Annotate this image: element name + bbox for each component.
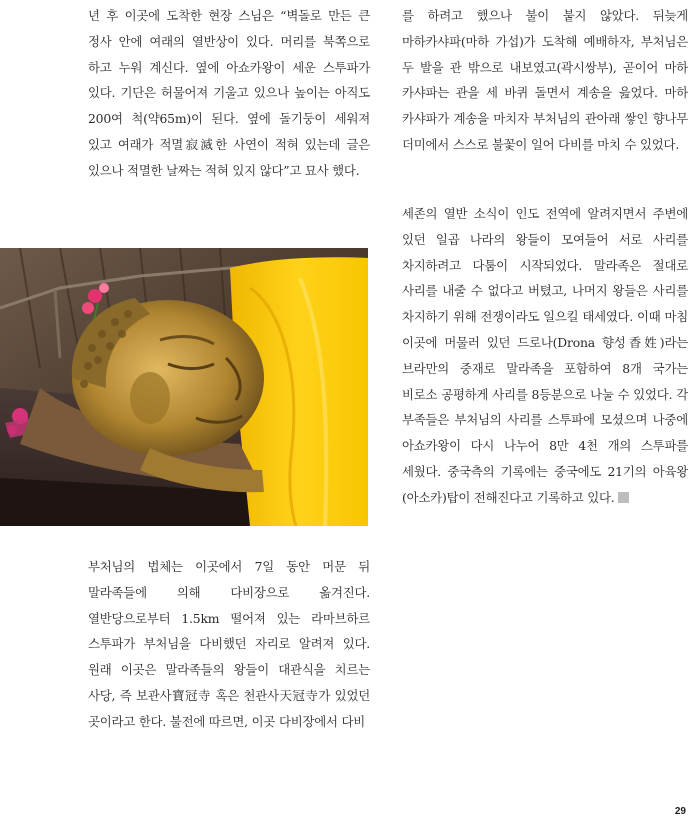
body-paragraph (402, 201, 688, 511)
right-column-bottom-paragraph (402, 201, 688, 511)
right-column-top-paragraph (402, 3, 688, 158)
body-paragraph: 년 후 이곳에 도착한 현장 스님은 “벽돌로 만든 큰 정사 안에 여래의 열반상이 있다. 머리를 북쪽으로 하고 누워 계신다. 옆에 아쇼카왕이 세운 스투파가 있다. 기단은 허물어져 기울고 있으나 높이는 아직도 200여 척(약65m)이 된다. 옆에 돌기둥이 세워져 있고 여래가 적멸寂滅한 사연이 적혀 있는데 글은 있으나 적멸한 날짜는 적혀 있지 않다”고 묘사 했다. (88, 8, 370, 178)
body-text: 세존의 열반 소식이 인도 전역에 알려지면서 주변에 있던 일곱 나라의 왕들이 모여들어 서로 사리를 차지하려고 다툼이 시작되었다. 말라족은 절대로 사리를 내줄 수 없다고 버텼고, 나머지 왕들은 사리를 차지하기 위해 전쟁이라도 일으킬 태세였다. 이때 마침 이곳에 머물러 있던 드로나(Drona 향성香姓)라는 브라만의 중재로 말라족을 포함하여 8개 국가는 비로소 공평하게 사리를 8등분으로 나눌 수 있었다. 각 부족들은 부처님의 사리를 스투파에 모셨으며 나중에 아쇼카왕이 다시 나누어 8만 4천 개의 스투파를 세웠다. 중국측의 기록에는 중국에도 21기의 아육왕(아소카)탑이 전해진다고 기록하고 있다. (402, 206, 688, 505)
left-column-bottom-paragraph (88, 554, 370, 735)
end-mark-icon (618, 492, 629, 503)
left-column-top-paragraph (88, 3, 370, 184)
body-paragraph: 부처님의 법체는 이곳에서 7일 동안 머문 뒤 말라족들에 의해 다비장으로 옮겨진다. 열반당으로부터 1.5km 떨어져 있는 라마브하르 스투파가 부처님을 다비했던 자리로 알려져 있다. 원래 이곳은 말라족들의 왕들이 대관식을 치르는 사당, 즉 보관사寶冠寺 혹은 천관사天冠寺가 있었던 곳이라고 한다. 불전에 따르면, 이곳 다비장에서 다비 (88, 559, 370, 729)
page-number: 29 (674, 806, 686, 817)
reclining-buddha-photo (0, 248, 368, 526)
body-paragraph: 를 하려고 했으나 불이 붙지 않았다. 뒤늦게 마하카샤파(마하 가섭)가 도착해 예배하자, 부처님은 두 발을 관 밖으로 내보였고(곽시쌍부), 곧이어 마하 카샤파는 관을 세 바퀴 돌면서 계송을 읊었다. 마하 카샤파가 계송을 마치자 부처님의 관아래 쌓인 향나무 더미에서 스스로 불꽃이 일어 다비를 마치 수 있었다. (402, 8, 688, 152)
